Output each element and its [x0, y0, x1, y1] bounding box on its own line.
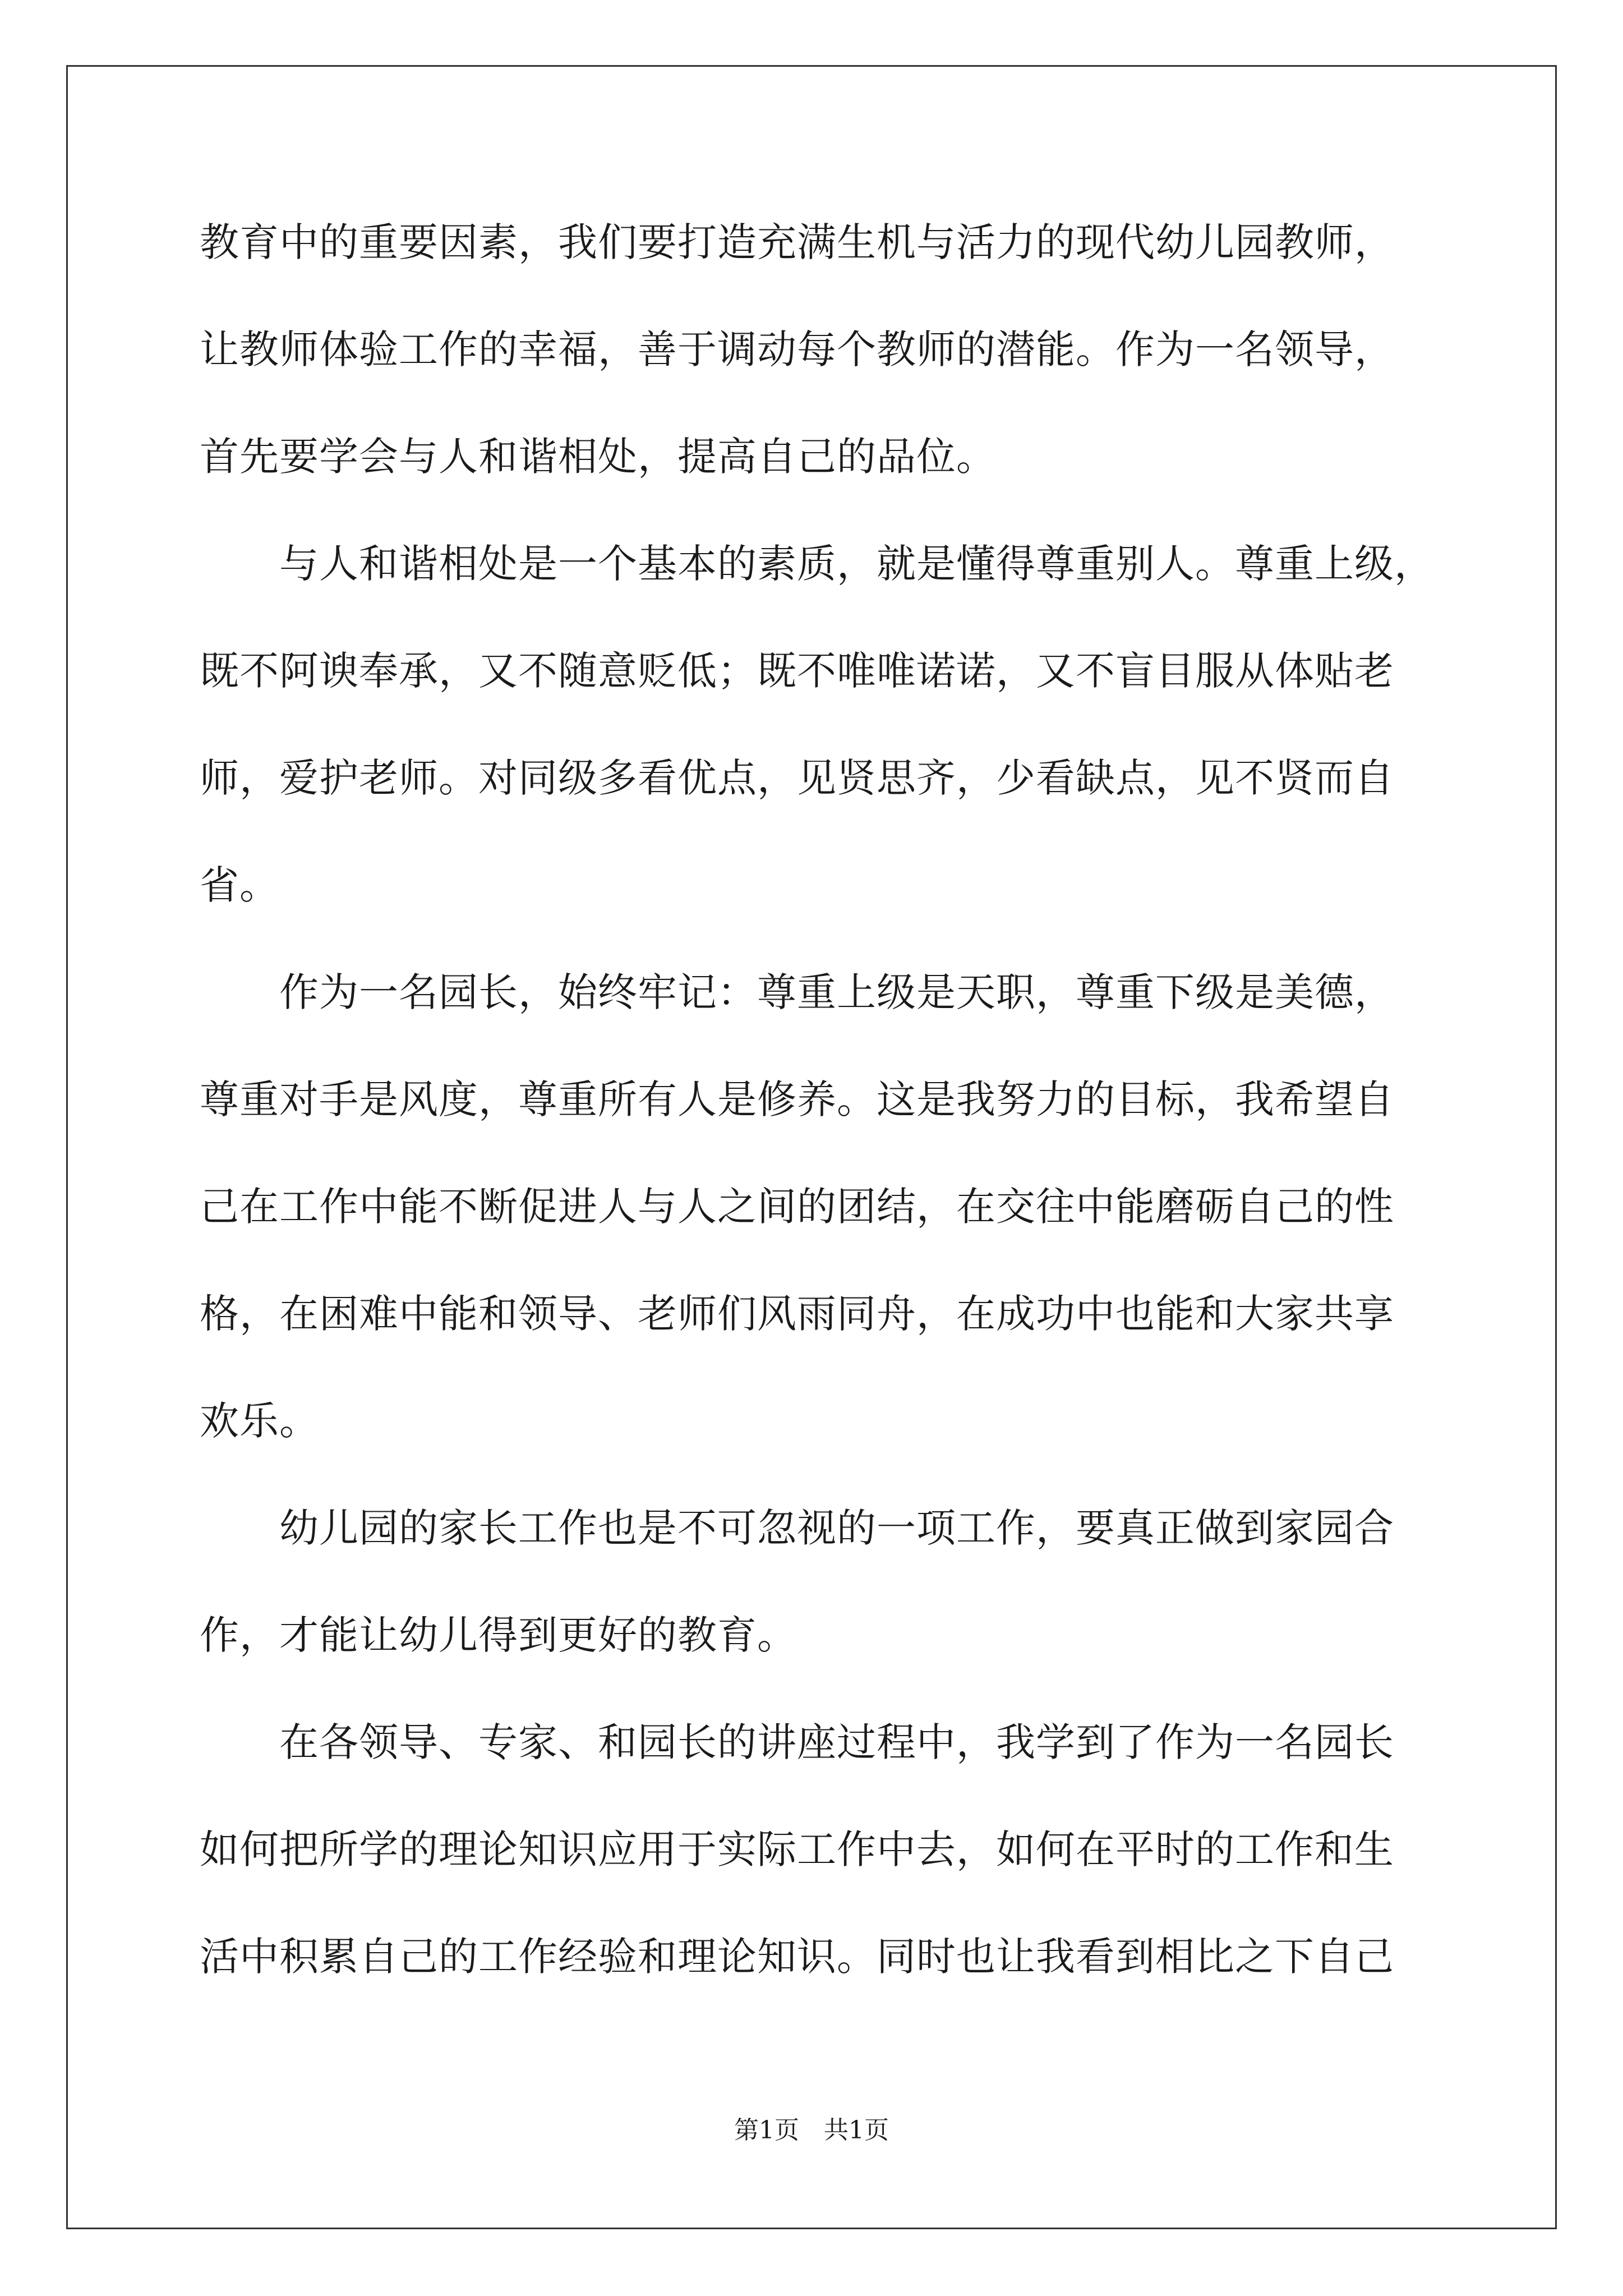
text-line: 己在工作中能不断促进人与人之间的团结，在交往中能磨砺自己的性	[200, 1184, 1394, 1230]
text-line: 省。	[200, 862, 279, 908]
page-number-footer: 第1页 共1页	[734, 2116, 889, 2145]
text-line: 师，爱护老师。对同级多看优点，见贤思齐，少看缺点，见不贤而自	[200, 755, 1394, 801]
text-line: 作，才能让幼儿得到更好的教育。	[200, 1612, 797, 1658]
text-line: 在各领导、专家、和园长的讲座过程中，我学到了作为一名园长	[200, 1719, 1394, 1765]
text-line: 作为一名园长，始终牢记：尊重上级是天职，尊重下级是美德，	[200, 969, 1394, 1015]
text-line: 如何把所学的理论知识应用于实际工作中去，如何在平时的工作和生	[200, 1826, 1394, 1872]
page-border	[66, 65, 1557, 2229]
text-line: 格，在困难中能和领导、老师们风雨同舟，在成功中也能和大家共享	[200, 1291, 1394, 1337]
text-line: 让教师体验工作的幸福，善于调动每个教师的潜能。作为一名领导，	[200, 326, 1394, 372]
text-line: 与人和谐相处是一个基本的素质，就是懂得尊重别人。尊重上级，	[200, 541, 1434, 587]
text-line: 欢乐。	[200, 1398, 319, 1444]
text-line: 首先要学会与人和谐相处，提高自己的品位。	[200, 434, 996, 480]
text-line: 幼儿园的家长工作也是不可忽视的一项工作，要真正做到家园合	[200, 1505, 1394, 1551]
text-line: 教育中的重要因素，我们要打造充满生机与活力的现代幼儿园教师，	[200, 219, 1394, 265]
text-line: 活中积累自己的工作经验和理论知识。同时也让我看到相比之下自己	[200, 1934, 1394, 1980]
text-line: 既不阿谀奉承，又不随意贬低；既不唯唯诺诺，又不盲目服从体贴老	[200, 648, 1394, 694]
text-line: 尊重对手是风度，尊重所有人是修养。这是我努力的目标，我希望自	[200, 1076, 1394, 1122]
